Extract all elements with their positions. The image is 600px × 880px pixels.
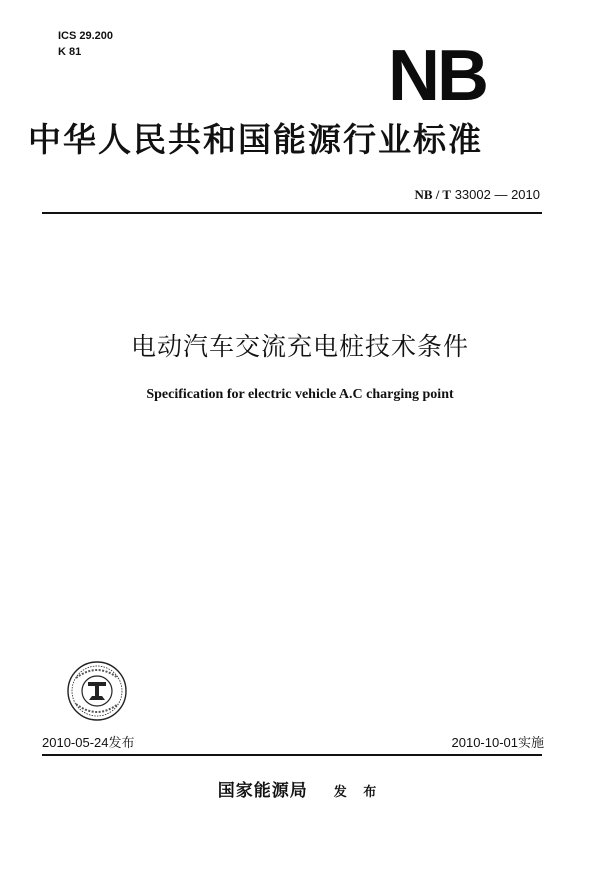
issue-date: 2010-05-24发布 <box>42 735 135 750</box>
issuing-organization: 国家能源局 <box>217 781 308 801</box>
classification-code: K 81 <box>58 46 82 58</box>
classification-codes <box>58 28 113 60</box>
implementation-date: 2010-10-01实施 <box>451 735 544 750</box>
seal-icon <box>66 660 128 722</box>
issue-action: 发 布 <box>333 785 383 800</box>
ics-code: ICS 29.200 <box>58 30 114 42</box>
document-title-en: Specification for electric vehicle A.C charging point <box>146 387 454 402</box>
top-divider <box>42 212 542 214</box>
standard-mark: NB <box>388 36 486 116</box>
bottom-divider <box>42 754 542 756</box>
document-title-zh: 电动汽车交流充电桩技术条件 <box>130 332 469 361</box>
standard-kind-heading: 中华人民共和国能源行业标准 <box>28 120 483 159</box>
standard-number <box>330 186 540 204</box>
issuer-line <box>0 776 600 801</box>
standard-number-value: 33002 — 2010 <box>454 187 540 202</box>
standard-number-prefix: NB / T <box>414 187 452 202</box>
